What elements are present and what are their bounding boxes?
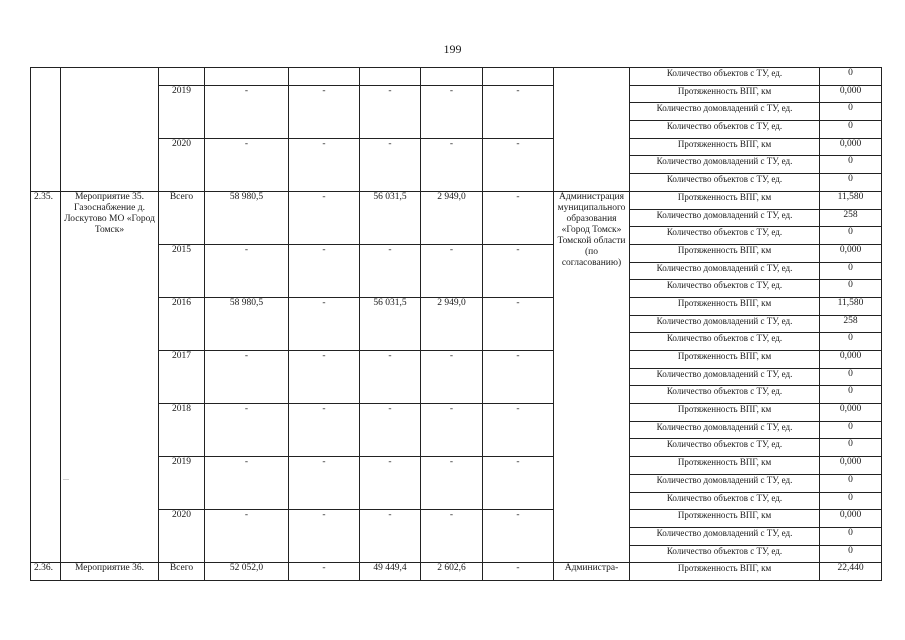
cell-local-budget: - [421, 351, 483, 404]
cell-executor: Администрация муниципального образования «Город Томск» Томской области (по согласованию) [554, 191, 630, 562]
cell-year: 2019 [159, 85, 205, 138]
cell-indicator-name: Протяженность ВПГ, км [630, 351, 820, 369]
table-row [31, 191, 882, 209]
page-number: 199 [443, 42, 462, 56]
cell-indicator-value: 0 [820, 156, 882, 174]
cell-indicator-value: 0 [820, 439, 882, 457]
cell-activity-name: Мероприятие 36. [61, 563, 159, 581]
table-row [31, 297, 882, 315]
cell-indicator-value: 0 [820, 492, 882, 510]
cell-indicator-value: 0 [820, 527, 882, 545]
cell-empty [421, 68, 483, 86]
cell-total-funding: - [205, 457, 289, 510]
cell-total-funding: 58 980,5 [205, 297, 289, 350]
cell-indicator-value: 0 [820, 421, 882, 439]
cell-local-budget: 2 949,0 [421, 297, 483, 350]
cell-other-sources: - [483, 351, 554, 404]
table-row [31, 457, 882, 475]
cell-indicator-value: 0,000 [820, 510, 882, 528]
cell-indicator-name: Количество домовладений с ТУ, ед. [630, 315, 820, 333]
cell-year: 2019 [159, 457, 205, 510]
cell-indicator-name: Количество объектов с ТУ, ед. [630, 386, 820, 404]
cell-indicator-value: 0,000 [820, 404, 882, 422]
cell-federal-budget: - [289, 404, 360, 457]
cell-federal-budget: - [289, 138, 360, 191]
table-row [31, 68, 882, 86]
table-body [31, 68, 882, 581]
cell-indicator-value: 0,000 [820, 138, 882, 156]
cell-regional-budget: - [360, 510, 421, 563]
cell-indicator-value: 11,580 [820, 191, 882, 209]
cell-year: 2018 [159, 404, 205, 457]
cell-local-budget: - [421, 457, 483, 510]
cell-indicator-value: 0 [820, 121, 882, 139]
cell-federal-budget: - [289, 85, 360, 138]
cell-federal-budget: - [289, 510, 360, 563]
cell-executor [554, 68, 630, 192]
cell-indicator-name: Протяженность ВПГ, км [630, 297, 820, 315]
cell-other-sources: - [483, 510, 554, 563]
margin-mark: ... [63, 473, 69, 482]
cell-indicator-value: 11,580 [820, 297, 882, 315]
cell-indicator-value: 0 [820, 545, 882, 563]
cell-total-funding: - [205, 138, 289, 191]
cell-regional-budget: 56 031,5 [360, 191, 421, 244]
cell-indicator-value: 0 [820, 368, 882, 386]
cell-indicator-value: 0 [820, 280, 882, 298]
cell-indicator-value: 0 [820, 174, 882, 192]
table-row [31, 351, 882, 369]
cell-total-funding: - [205, 510, 289, 563]
cell-indicator-name: Количество объектов с ТУ, ед. [630, 68, 820, 86]
cell-year: Всего [159, 191, 205, 244]
cell-indicator-name: Протяженность ВПГ, км [630, 244, 820, 262]
cell-total-funding: 52 052,0 [205, 563, 289, 581]
cell-total-funding: - [205, 404, 289, 457]
cell-regional-budget: - [360, 404, 421, 457]
table-row [31, 244, 882, 262]
cell-local-budget: - [421, 404, 483, 457]
cell-regional-budget: 56 031,5 [360, 297, 421, 350]
cell-empty [360, 68, 421, 86]
cell-local-budget: - [421, 510, 483, 563]
cell-total-funding: - [205, 85, 289, 138]
cell-empty [289, 68, 360, 86]
cell-executor: Администра- [554, 563, 630, 581]
cell-indicator-name: Протяженность ВПГ, км [630, 510, 820, 528]
cell-indicator-name: Количество объектов с ТУ, ед. [630, 545, 820, 563]
cell-indicator-value: 0 [820, 474, 882, 492]
cell-item-number: 2.35. [31, 191, 61, 562]
table-row [31, 404, 882, 422]
cell-indicator-name: Количество объектов с ТУ, ед. [630, 227, 820, 245]
cell-federal-budget: - [289, 563, 360, 581]
cell-regional-budget: - [360, 138, 421, 191]
cell-indicator-name: Количество домовладений с ТУ, ед. [630, 474, 820, 492]
cell-indicator-name: Протяженность ВПГ, км [630, 191, 820, 209]
cell-indicator-value: 0 [820, 333, 882, 351]
cell-indicator-name: Количество объектов с ТУ, ед. [630, 121, 820, 139]
cell-activity-name [61, 68, 159, 192]
cell-indicator-name: Количество домовладений с ТУ, ед. [630, 368, 820, 386]
cell-local-budget: 2 949,0 [421, 191, 483, 244]
cell-other-sources: - [483, 297, 554, 350]
cell-item-number [31, 68, 61, 192]
cell-other-sources: - [483, 457, 554, 510]
table-row [31, 563, 882, 581]
cell-indicator-value: 0,000 [820, 244, 882, 262]
cell-other-sources: - [483, 138, 554, 191]
program-activities-table [30, 67, 882, 581]
cell-indicator-name: Количество объектов с ТУ, ед. [630, 492, 820, 510]
cell-local-budget: - [421, 85, 483, 138]
cell-indicator-name: Количество объектов с ТУ, ед. [630, 280, 820, 298]
cell-indicator-name: Количество домовладений с ТУ, ед. [630, 209, 820, 227]
cell-regional-budget: - [360, 244, 421, 297]
cell-local-budget: - [421, 244, 483, 297]
table-row [31, 85, 882, 103]
cell-total-funding: 58 980,5 [205, 191, 289, 244]
cell-year: 2017 [159, 351, 205, 404]
cell-year: 2020 [159, 138, 205, 191]
cell-indicator-name: Количество домовладений с ТУ, ед. [630, 421, 820, 439]
cell-regional-budget: - [360, 351, 421, 404]
cell-indicator-name: Протяженность ВПГ, км [630, 457, 820, 475]
cell-indicator-name: Количество домовладений с ТУ, ед. [630, 156, 820, 174]
cell-empty [205, 68, 289, 86]
cell-indicator-value: 0 [820, 68, 882, 86]
cell-federal-budget: - [289, 244, 360, 297]
cell-activity-name: Мероприятие 35. Газоснабжение д. Лоскутово МО «Город Томск» [61, 191, 159, 562]
cell-federal-budget: - [289, 457, 360, 510]
cell-indicator-value: 0 [820, 227, 882, 245]
cell-federal-budget: - [289, 351, 360, 404]
cell-indicator-name: Протяженность ВПГ, км [630, 563, 820, 581]
cell-year: 2020 [159, 510, 205, 563]
cell-regional-budget: 49 449,4 [360, 563, 421, 581]
cell-other-sources: - [483, 191, 554, 244]
cell-indicator-name: Протяженность ВПГ, км [630, 138, 820, 156]
cell-indicator-value: 0,000 [820, 351, 882, 369]
cell-item-number: 2.36. [31, 563, 61, 581]
cell-local-budget: 2 602,6 [421, 563, 483, 581]
cell-year: Всего [159, 563, 205, 581]
cell-total-funding: - [205, 244, 289, 297]
cell-indicator-name: Количество объектов с ТУ, ед. [630, 439, 820, 457]
cell-federal-budget: - [289, 297, 360, 350]
cell-indicator-name: Протяженность ВПГ, км [630, 85, 820, 103]
cell-other-sources: - [483, 404, 554, 457]
cell-indicator-name: Количество объектов с ТУ, ед. [630, 333, 820, 351]
cell-total-funding: - [205, 351, 289, 404]
cell-empty [483, 68, 554, 86]
cell-indicator-name: Количество домовладений с ТУ, ед. [630, 262, 820, 280]
cell-indicator-name: Количество объектов с ТУ, ед. [630, 174, 820, 192]
cell-indicator-value: 258 [820, 315, 882, 333]
cell-federal-budget: - [289, 191, 360, 244]
cell-indicator-value: 0 [820, 262, 882, 280]
cell-indicator-value: 258 [820, 209, 882, 227]
cell-other-sources: - [483, 563, 554, 581]
cell-regional-budget: - [360, 457, 421, 510]
table-row [31, 138, 882, 156]
cell-indicator-name: Протяженность ВПГ, км [630, 404, 820, 422]
cell-indicator-value: 0,000 [820, 85, 882, 103]
cell-indicator-name: Количество домовладений с ТУ, ед. [630, 103, 820, 121]
cell-year: 2015 [159, 244, 205, 297]
cell-local-budget: - [421, 138, 483, 191]
cell-other-sources: - [483, 244, 554, 297]
cell-indicator-value: 0,000 [820, 457, 882, 475]
cell-indicator-value: 22,440 [820, 563, 882, 581]
cell-regional-budget: - [360, 85, 421, 138]
cell-year: 2016 [159, 297, 205, 350]
cell-indicator-name: Количество домовладений с ТУ, ед. [630, 527, 820, 545]
cell-empty [159, 68, 205, 86]
table-row [31, 510, 882, 528]
cell-other-sources: - [483, 85, 554, 138]
cell-indicator-value: 0 [820, 386, 882, 404]
cell-indicator-value: 0 [820, 103, 882, 121]
